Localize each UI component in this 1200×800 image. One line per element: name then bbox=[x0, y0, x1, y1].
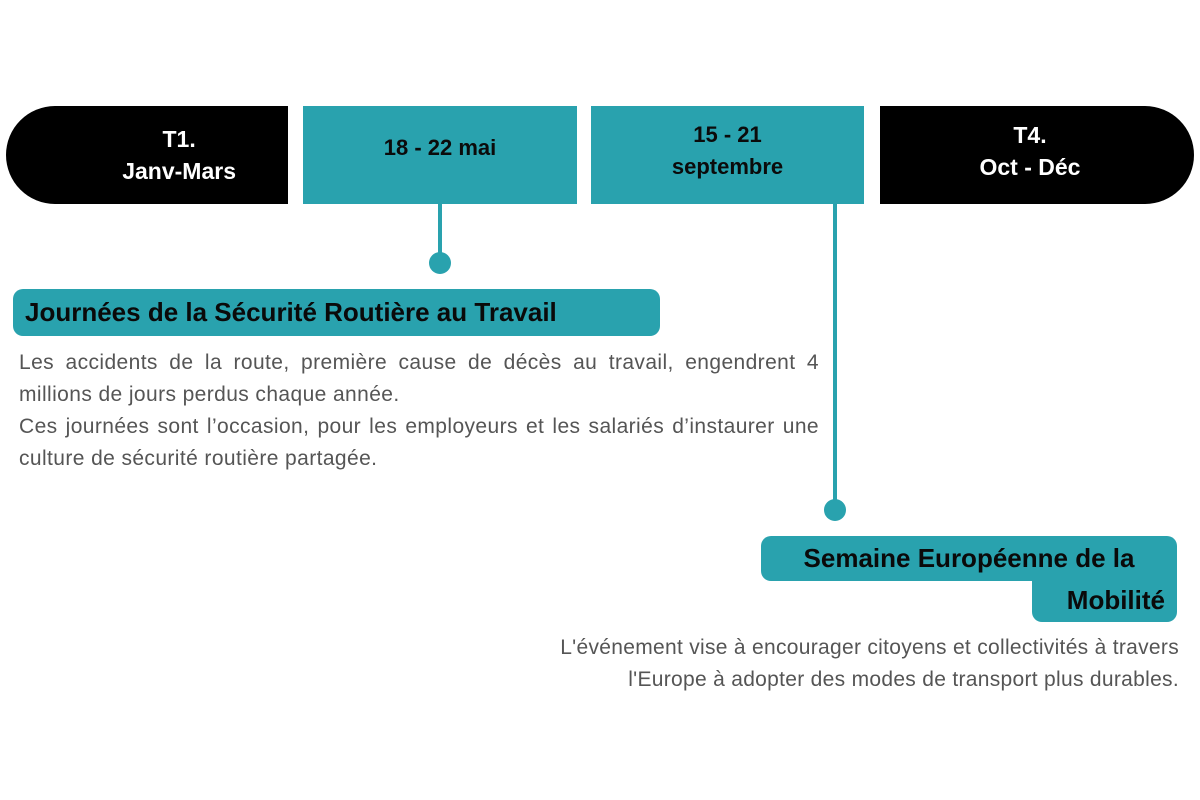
event-description-mobilite bbox=[380, 632, 1179, 696]
description-line: L'événement vise à encourager citoyens et collectivités à travers bbox=[560, 636, 1179, 659]
event-title-securite-routiere: Journées de la Sécurité Routière au Travail bbox=[13, 289, 660, 336]
event-description-securite-routiere bbox=[19, 347, 819, 475]
connector-dot-may bbox=[429, 252, 451, 274]
segment-may-label: 18 - 22 mai bbox=[383, 135, 497, 160]
event-title-mobilite-line2: Mobilité bbox=[1032, 578, 1177, 622]
timeline-segment-t1 bbox=[6, 106, 288, 204]
segment-september-line2: septembre bbox=[671, 154, 784, 179]
timeline-segment-september bbox=[591, 106, 864, 204]
event-title-mobilite-line1: Semaine Européenne de la bbox=[761, 536, 1177, 581]
segment-t4-line1: T4. bbox=[1013, 122, 1047, 148]
timeline-segment-may bbox=[303, 106, 577, 204]
description-paragraph: Ces journées sont l’occasion, pour les employeurs et les salariés d’instaurer une culture de sécurité routière partagée. bbox=[19, 415, 819, 470]
segment-t1-line1: T1. bbox=[162, 126, 196, 152]
description-line: l'Europe à adopter des modes de transport plus durables. bbox=[628, 668, 1179, 691]
segment-september-line1: 15 - 21 bbox=[693, 122, 762, 147]
segment-t4-line2: Oct - Déc bbox=[979, 154, 1081, 180]
connector-line-september bbox=[833, 204, 837, 504]
segment-t1-line2: Janv-Mars bbox=[122, 158, 236, 184]
timeline-segment-t4 bbox=[880, 106, 1194, 204]
connector-dot-september bbox=[824, 499, 846, 521]
description-paragraph: Les accidents de la route, première cause de décès au travail, engendrent 4 millions de jours perdus chaque année. bbox=[19, 351, 819, 406]
